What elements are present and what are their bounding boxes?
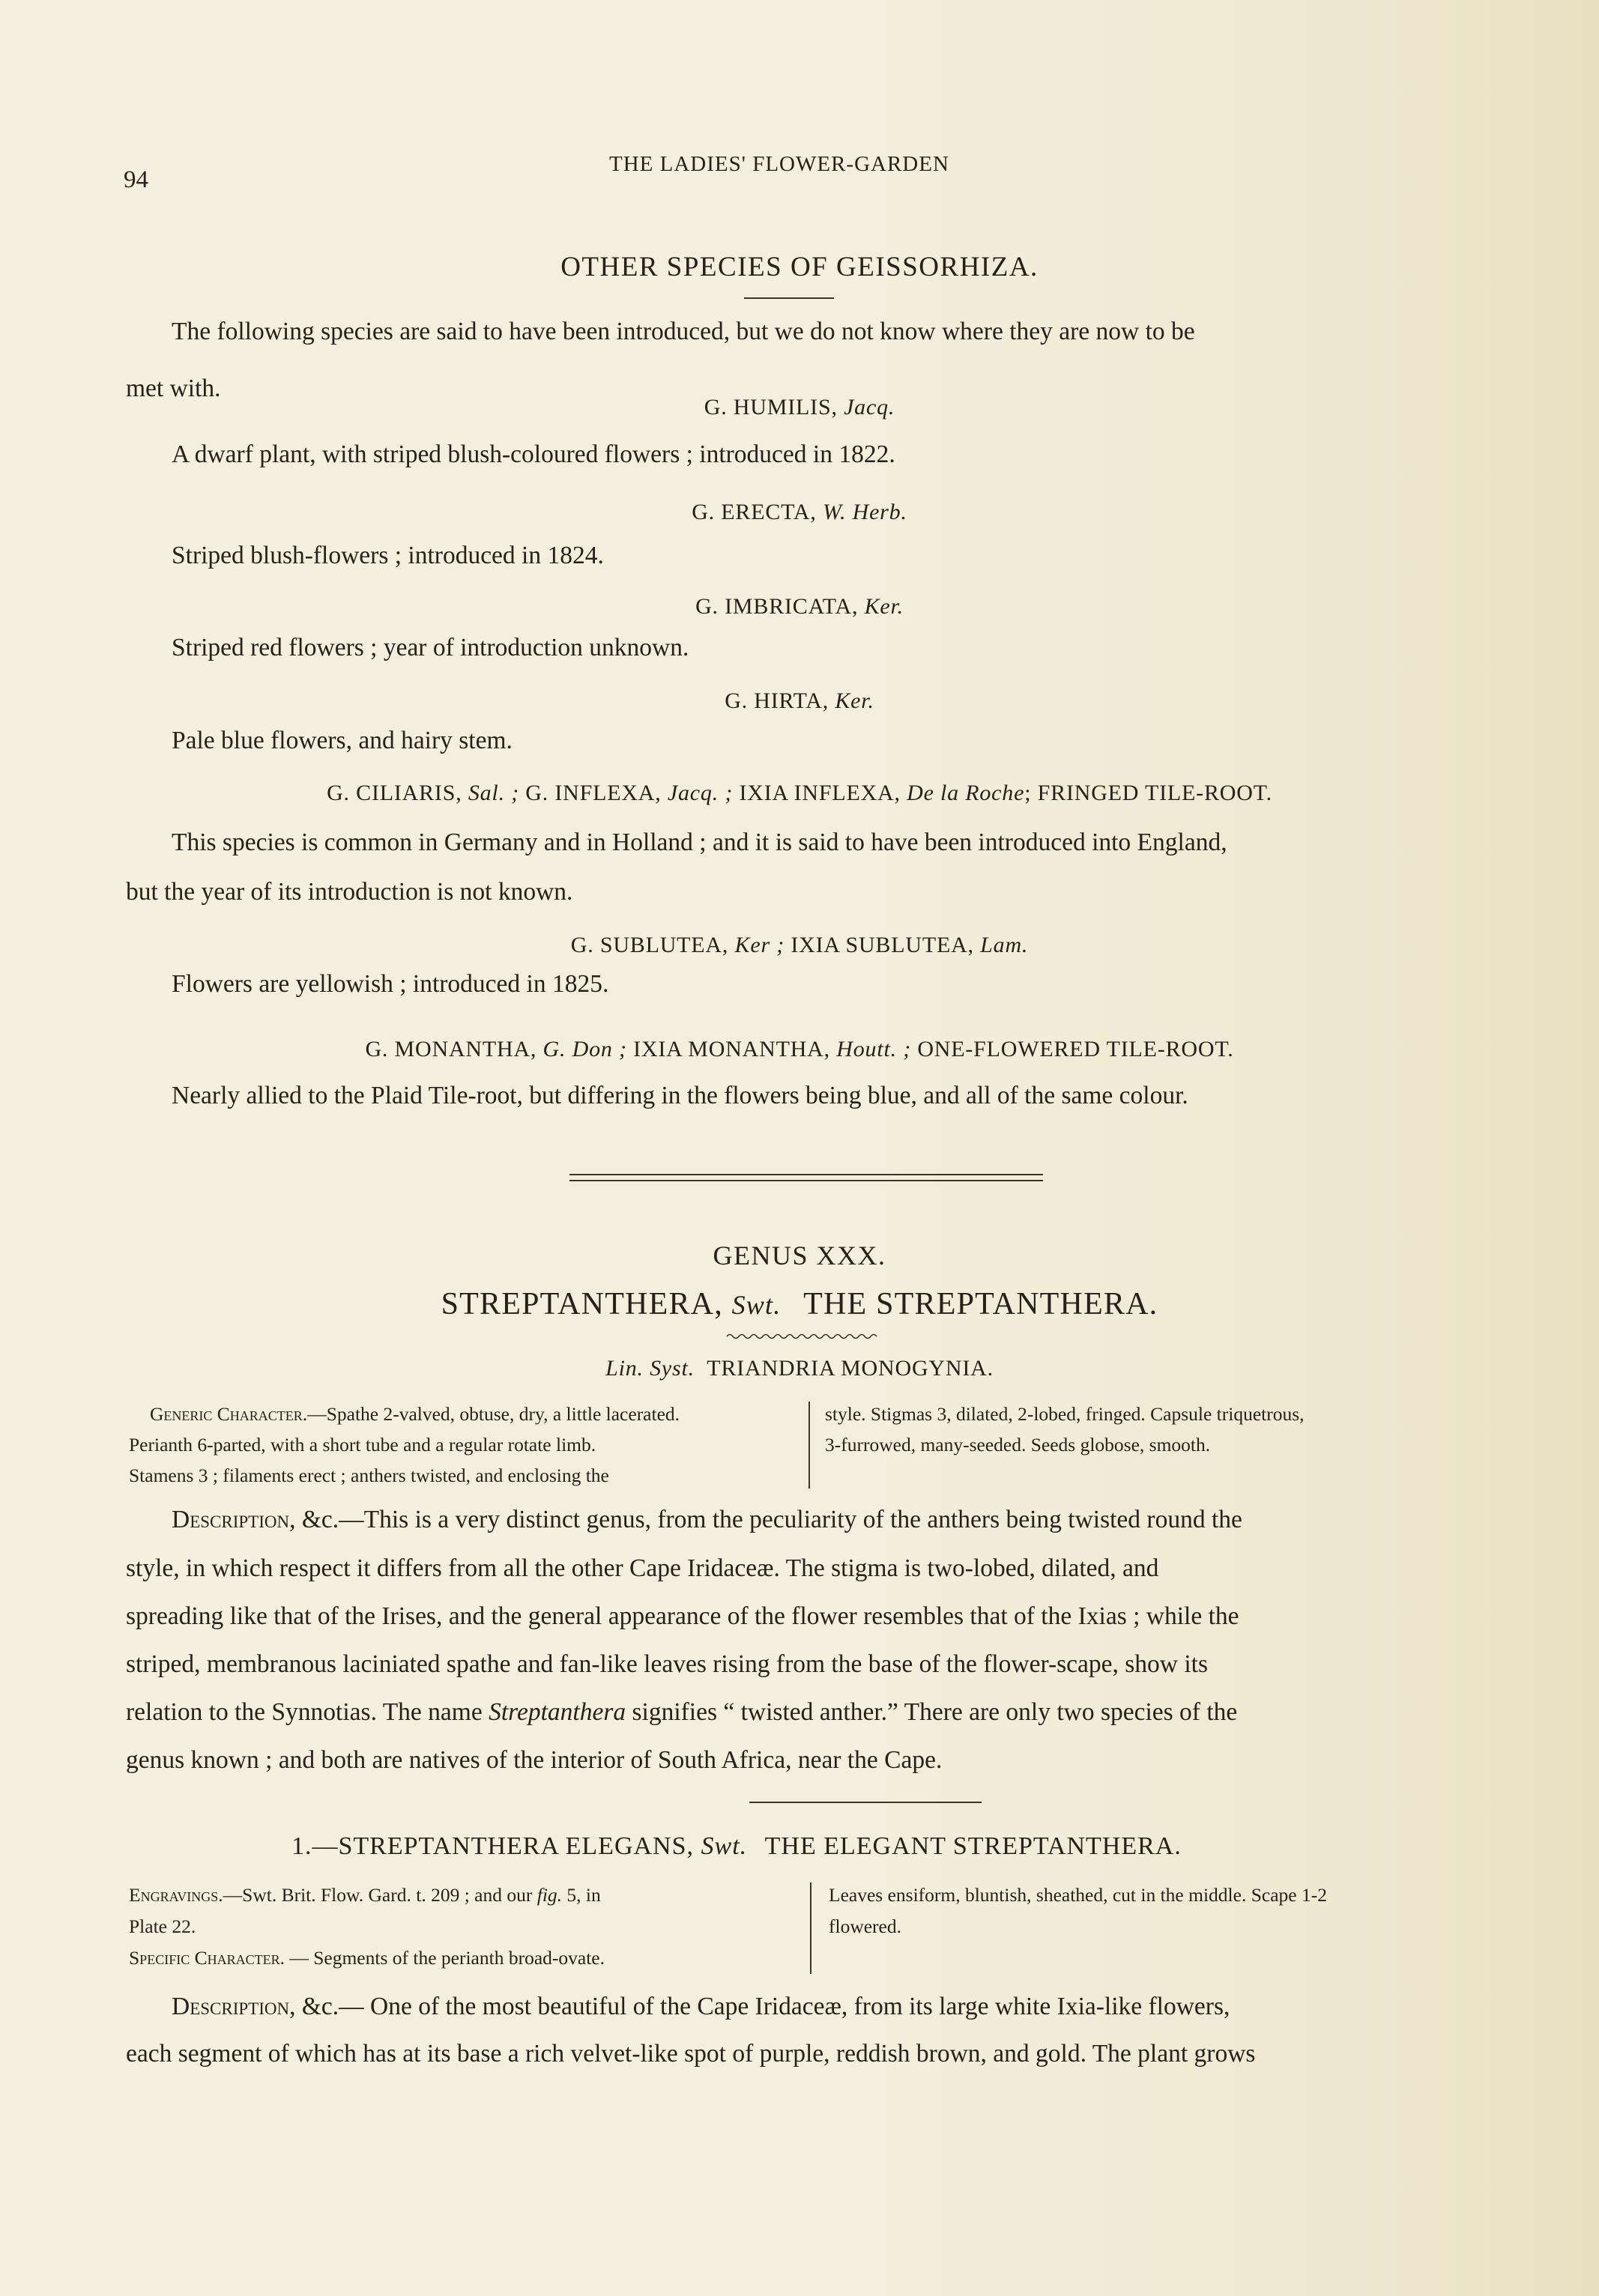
species-description-line-1: Description, &c.— One of the most beautiful of the Cape Iridaceæ, from its large white Ixia-like flowers, [172,1993,1230,2020]
species-text-erecta: Striped blush-flowers ; introduced in 1824. [172,542,604,569]
genus-description-line-2: style, in which respect it differs from all the other Cape Iridaceæ. The stigma is two-lobed, dilated, and [126,1554,1159,1582]
column-divider [808,1402,810,1488]
species-heading-humilis: G. HUMILIS, Jacq. [704,395,895,419]
species-text-ciliaris-1: This species is common in Germany and in Holland ; and it is said to have been introduced into England, [172,829,1227,856]
plate-line: Plate 22. [129,1915,196,1937]
species-right-line-1: Leaves ensiform, bluntish, sheathed, cut in the middle. Scape 1-2 [829,1884,1327,1906]
genus-description-line-3: spreading like that of the Irises, and the general appearance of the flower resembles that of the Ixias ; while the [126,1602,1239,1630]
page-number: 94 [124,166,148,193]
genus-description-line-5: relation to the Synnotias. The name Streptanthera signifies “ twisted anther.” There are only two species of the [126,1698,1238,1726]
specific-character-line: Specific Character. — Segments of the perianth broad-ovate. [129,1947,605,1969]
species-description-line-2: each segment of which has at its base a rich velvet-like spot of purple, reddish brown, and gold. The plant grows [126,2040,1256,2068]
species-separator-rule [749,1802,982,1803]
species-heading-ciliaris: G. CILIARIS, Sal. ; G. INFLEXA, Jacq. ; IXIA INFLEXA, De la Roche; FRINGED TILE-ROOT. [327,781,1272,805]
title-underline [744,297,834,299]
wavy-ornament [725,1333,878,1340]
double-rule-bottom [569,1180,1043,1181]
species-heading-monantha: G. MONANTHA, G. Don ; IXIA MONANTHA, Houtt. ; ONE-FLOWERED TILE-ROOT. [365,1037,1234,1061]
linnaean-system: Lin. Syst. TRIANDRIA MONOGYNIA. [605,1356,994,1381]
genus-title: STREPTANTHERA, Swt. THE STREPTANTHERA. [441,1287,1158,1321]
genus-description-line-1: Description, &c.—This is a very distinct genus, from the peculiarity of the anthers being twisted round the [172,1506,1242,1533]
genus-description-line-6: genus known ; and both are natives of the interior of South Africa, near the Cape. [126,1746,943,1774]
generic-character-line-2: Perianth 6-parted, with a short tube and a regular rotate limb. [129,1434,596,1456]
species-heading-sublutea: G. SUBLUTEA, Ker ; IXIA SUBLUTEA, Lam. [570,933,1029,957]
genus-number: GENUS XXX. [713,1241,886,1270]
species-1-heading: 1.—STREPTANTHERA ELEGANS, Swt. THE ELEGANT STREPTANTHERA. [291,1832,1182,1860]
species-heading-imbricata: G. IMBRICATA, Ker. [695,594,904,619]
species-text-imbricata: Striped red flowers ; year of introduction unknown. [172,634,689,661]
generic-character-right-line-2: 3-furrowed, many-seeded. Seeds globose, smooth. [825,1434,1211,1456]
species-right-line-2: flowered. [829,1915,901,1937]
species-heading-hirta: G. HIRTA, Ker. [725,688,874,713]
intro-line-1: The following species are said to have been introduced, but we do not know where they are now to be [172,318,1195,345]
engravings-line: Engravings.—Swt. Brit. Flow. Gard. t. 209 ; and our fig. 5, in [129,1884,601,1906]
double-rule-top [569,1174,1043,1175]
species-column-divider [810,1882,811,1974]
generic-character-line-1: Generic Character.—Spathe 2-valved, obtuse, dry, a little lacerated. [150,1403,680,1425]
species-text-monantha: Nearly allied to the Plaid Tile-root, but differing in the flowers being blue, and all of the same colour. [172,1082,1188,1109]
species-text-sublutea: Flowers are yellowish ; introduced in 1825. [172,970,609,998]
generic-character-right-line-1: style. Stigmas 3, dilated, 2-lobed, fringed. Capsule triquetrous, [825,1403,1305,1425]
generic-character-line-3: Stamens 3 ; filaments erect ; anthers twisted, and enclosing the [129,1464,609,1486]
section-title-other-species: OTHER SPECIES OF GEISSORHIZA. [560,252,1039,282]
species-text-humilis: A dwarf plant, with striped blush-coloured flowers ; introduced in 1822. [172,440,895,468]
running-head-title: THE LADIES' FLOWER-GARDEN [609,152,949,176]
genus-description-line-4: striped, membranous laciniated spathe and fan-like leaves rising from the base of the flower-scape, show its [126,1650,1209,1678]
species-text-ciliaris-2: but the year of its introduction is not known. [126,878,573,906]
species-heading-erecta: G. ERECTA, W. Herb. [692,500,907,524]
intro-line-2: met with. [126,375,221,402]
species-text-hirta: Pale blue flowers, and hairy stem. [172,727,513,754]
